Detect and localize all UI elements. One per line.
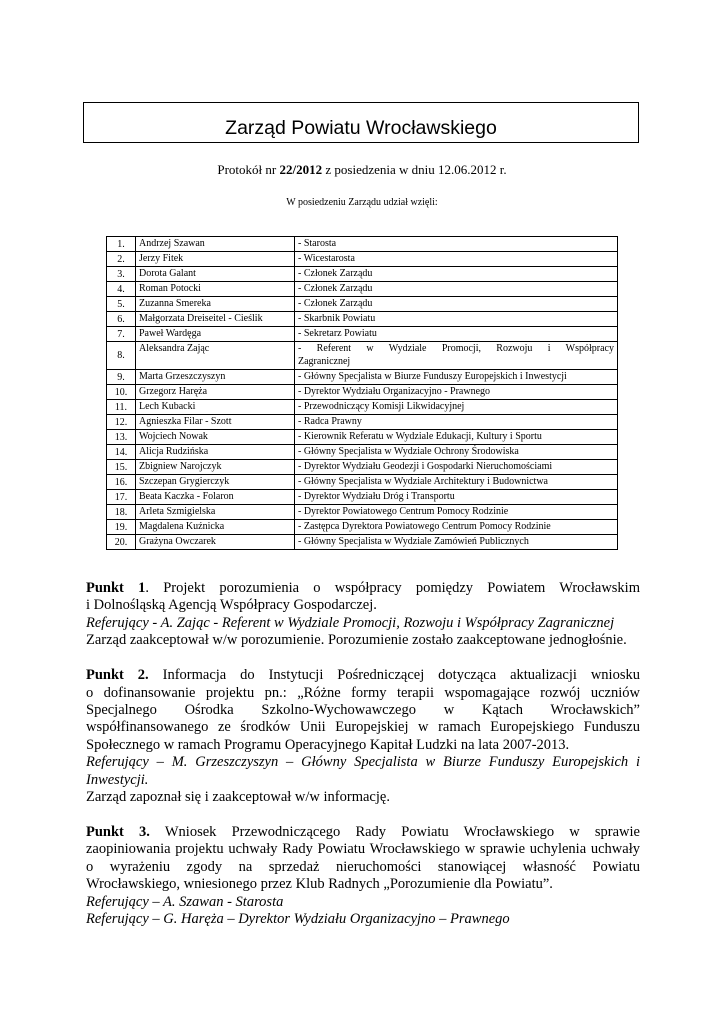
member-name: Dorota Galant [136, 267, 295, 282]
member-role: - Główny Specjalista w Wydziale Zamówień Publicznych [295, 535, 618, 550]
member-number: 12. [107, 415, 136, 430]
member-role [295, 342, 618, 370]
point-1-line-1 [86, 580, 640, 597]
table-row [107, 297, 618, 312]
member-number: 18. [107, 505, 136, 520]
member-name: Aleksandra Zając [136, 342, 295, 370]
table-row [107, 415, 618, 430]
member-role-line2: Zagranicznej [298, 356, 351, 367]
protocol-suffix: z posiedzenia w dniu 12.06.2012 r. [322, 162, 507, 177]
member-name: Małgorzata Dreiseitel - Cieślik [136, 312, 295, 327]
member-role: - Dyrektor Wydziału Dróg i Transportu [295, 490, 618, 505]
point-2-line-2: o dofinansowanie projektu pn.: „Różne formy terapii wspomagające rozwój uczniów [86, 684, 640, 701]
point-2-referent-line-1: Referujący – M. Grzeszczyszyn – Główny Specjalista w Biurze Funduszy Europejskich i [86, 754, 640, 771]
member-role-line1: - Referent w Wydziale Promocji, Rozwoju i Współpracy [298, 343, 614, 354]
member-number: 3. [107, 267, 136, 282]
table-row [107, 535, 618, 550]
point-1-text: . Projekt porozumienia o współpracy pomiędzy Powiatem Wrocławskim [145, 580, 640, 596]
member-name: Andrzej Szawan [136, 237, 295, 252]
member-name: Alicja Rudzińska [136, 445, 295, 460]
point-3-text: Wniosek Przewodniczącego Rady Powiatu Wrocławskiego w sprawie [149, 823, 640, 840]
member-role: - Starosta [295, 237, 618, 252]
point-3-line-3: o wyrażeniu zgody na sprzedaż nieruchomości stanowiącej własność Powiatu [86, 858, 640, 875]
point-2-referent-line-2: Inwestycji. [86, 771, 149, 788]
member-number: 5. [107, 297, 136, 312]
point-2-result: Zarząd zapoznał się i zaakceptował w/w informację. [86, 788, 390, 805]
member-role: - Główny Specjalista w Biurze Funduszy Europejskich i Inwestycji [295, 370, 618, 385]
spacer [86, 650, 640, 668]
member-role: - Sekretarz Powiatu [295, 327, 618, 342]
member-name: Grażyna Owczarek [136, 535, 295, 550]
point-3-line-4: Wrocławskiego, wniesionego przez Klub Radnych „Porozumienie dla Powiatu”. [86, 876, 553, 893]
table-row [107, 430, 618, 445]
member-name: Jerzy Fitek [136, 252, 295, 267]
member-number: 4. [107, 282, 136, 297]
point-2-label: Punkt 2. [86, 667, 149, 684]
table-row [107, 267, 618, 282]
point-1-referent: Referujący - A. Zając - Referent w Wydziale Promocji, Rozwoju i Współpracy Zagranicznej [86, 614, 615, 631]
table-row [107, 460, 618, 475]
document-title: Zarząd Powiatu Wrocławskiego [83, 102, 639, 143]
point-2-line-3: Specjalnego Ośrodka Szkolno-Wychowawczego w Kątach Wrocławskich” [86, 701, 640, 718]
member-role: - Członek Zarządu [295, 282, 618, 297]
table-row [107, 327, 618, 342]
member-role: - Dyrektor Wydziału Organizacyjno - Prawnego [295, 385, 618, 400]
spacer [86, 806, 640, 824]
member-number: 11. [107, 400, 136, 415]
point-3-referent-2: Referujący – G. Haręża – Dyrektor Wydziału Organizacyjno – Prawnego [86, 910, 510, 927]
member-role: - Kierownik Referatu w Wydziale Edukacji, Kultury i Sportu [295, 430, 618, 445]
table-row [107, 475, 618, 490]
member-name: Wojciech Nowak [136, 430, 295, 445]
member-name: Zbigniew Narojczyk [136, 460, 295, 475]
member-name: Magdalena Kuźnicka [136, 520, 295, 535]
member-number: 16. [107, 475, 136, 490]
table-row [107, 400, 618, 415]
member-role: - Dyrektor Wydziału Geodezji i Gospodarki Nieruchomościami [295, 460, 618, 475]
member-name: Roman Potocki [136, 282, 295, 297]
member-number: 13. [107, 430, 136, 445]
member-role: - Główny Specjalista w Wydziale Ochrony Środowiska [295, 445, 618, 460]
table-row [107, 342, 618, 370]
table-row [107, 490, 618, 505]
point-1-result: Zarząd zaakceptował w/w porozumienie. Porozumienie zostało zaakceptowane jednogłośnie. [86, 632, 627, 649]
member-number: 14. [107, 445, 136, 460]
point-2-line-5: Społecznego w ramach Programu Operacyjnego Kapitał Ludzki na lata 2007-2013. [86, 736, 570, 753]
table-row [107, 385, 618, 400]
point-2-line-1 [86, 667, 640, 684]
protocol-number: 22/2012 [279, 162, 323, 177]
table-row [107, 505, 618, 520]
member-name: Agnieszka Filar - Szott [136, 415, 295, 430]
member-name: Zuzanna Smereka [136, 297, 295, 312]
member-name: Lech Kubacki [136, 400, 295, 415]
member-number: 17. [107, 490, 136, 505]
table-row [107, 252, 618, 267]
point-3-label: Punkt 3. [86, 823, 150, 840]
member-number: 20. [107, 535, 136, 550]
member-number: 7. [107, 327, 136, 342]
member-name: Grzegorz Haręża [136, 385, 295, 400]
member-name: Beata Kaczka - Folaron [136, 490, 295, 505]
member-role: - Dyrektor Powiatowego Centrum Pomocy Rodzinie [295, 505, 618, 520]
attendance-table [106, 236, 618, 550]
member-name: Szczepan Grygierczyk [136, 475, 295, 490]
point-3-line-2: zaopiniowania projektu uchwały Rady Powiatu Wrocławskiego w sprawie uchylenia uchwały [86, 841, 640, 858]
member-number: 6. [107, 312, 136, 327]
member-number: 9. [107, 370, 136, 385]
point-2-line-4: współfinansowanego ze środków Unii Europejskiej w ramach Europejskiego Funduszu [86, 719, 640, 736]
point-1-label: Punkt 1 [86, 580, 146, 596]
member-name: Paweł Wardęga [136, 327, 295, 342]
protocol-prefix: Protokół nr [217, 162, 280, 177]
member-role: - Przewodniczący Komisji Likwidacyjnej [295, 400, 618, 415]
member-role: - Skarbnik Powiatu [295, 312, 618, 327]
member-number: 10. [107, 385, 136, 400]
point-3-referent-1: Referujący – A. Szawan - Starosta [86, 893, 284, 910]
protocol-line [0, 162, 724, 178]
attendance-intro: W posiedzeniu Zarządu udział wzięli: [286, 197, 438, 208]
member-number: 2. [107, 252, 136, 267]
table-row [107, 370, 618, 385]
table-row [107, 237, 618, 252]
point-1-line-2: i Dolnośląską Agencją Współpracy Gospodarczej. [86, 597, 377, 614]
member-name: Marta Grzeszczyszyn [136, 370, 295, 385]
member-role: - Główny Specjalista w Wydziale Architektury i Budownictwa [295, 475, 618, 490]
member-number: 1. [107, 237, 136, 252]
table-row [107, 282, 618, 297]
point-2-text: Informacja do Instytucji Pośredniczącej dotycząca aktualizacji wniosku [148, 667, 640, 684]
member-number: 8. [107, 342, 136, 370]
table-row [107, 520, 618, 535]
member-role: - Radca Prawny [295, 415, 618, 430]
member-role: - Członek Zarządu [295, 297, 618, 312]
member-name: Arleta Szmigielska [136, 505, 295, 520]
member-number: 19. [107, 520, 136, 535]
member-role: - Członek Zarządu [295, 267, 618, 282]
member-role: - Zastępca Dyrektora Powiatowego Centrum Pomocy Rodzinie [295, 520, 618, 535]
agenda-points [86, 580, 640, 928]
member-role: - Wicestarosta [295, 252, 618, 267]
point-3-line-1 [86, 824, 640, 841]
table-row [107, 312, 618, 327]
table-row [107, 445, 618, 460]
member-number: 15. [107, 460, 136, 475]
